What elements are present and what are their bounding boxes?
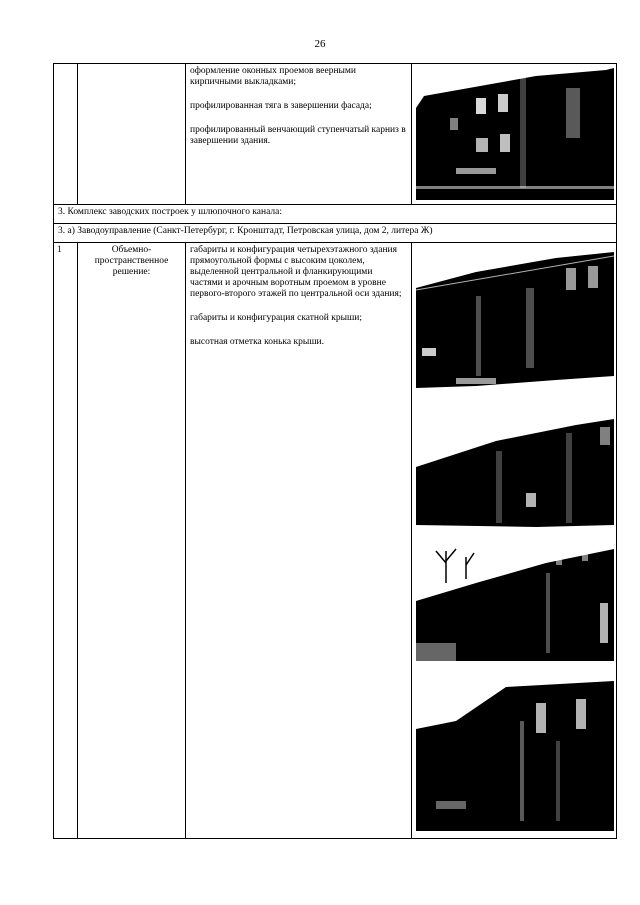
building-photo-3: [416, 543, 614, 661]
feature-item: габариты и конфигурация скатной крыши;: [190, 313, 362, 323]
protected-features-table: [53, 63, 617, 839]
building-photo-2: [416, 413, 614, 533]
feature-item: оформление оконных проемов веерными кирпичными выкладками;: [190, 66, 357, 87]
row-number: 1: [54, 243, 78, 838]
table-row: [54, 205, 616, 224]
row-photo-cell: [412, 64, 616, 204]
building-photo-4: [416, 681, 614, 831]
row-category: Объемно-пространственное решение:: [78, 243, 186, 838]
feature-item: профилированная тяга в завершении фасада;: [190, 101, 372, 111]
page-number: 26: [314, 38, 326, 50]
row-description: [186, 243, 412, 838]
row-photo-cell: [412, 243, 616, 838]
building-photo-1: [416, 248, 614, 398]
row-number: [54, 64, 78, 204]
table-row: [54, 224, 616, 243]
table-row: [54, 243, 616, 838]
subsection-heading: 3. а) Заводоуправление (Санкт-Петербург, г. Кронштадт, Петровская улица, дом 2, литера Ж): [58, 226, 433, 236]
row-category: [78, 64, 186, 204]
table-row: [54, 64, 616, 205]
feature-item: габариты и конфигурация четырехэтажного здания прямоугольной формы с высоким цоколем, выделенной центральной и фланкирующими частями и арочным воротным проемом в уровне первого-второго этажей по центральной оси здания;: [190, 245, 402, 299]
feature-item: высотная отметка конька крыши.: [190, 337, 325, 347]
feature-item: профилированный венчающий ступенчатый карниз в завершении здания.: [190, 125, 406, 146]
building-facade-photo: [416, 68, 614, 200]
section-heading: 3. Комплекс заводских построек у шлюпочного канала:: [58, 207, 283, 217]
row-description: [186, 64, 412, 204]
